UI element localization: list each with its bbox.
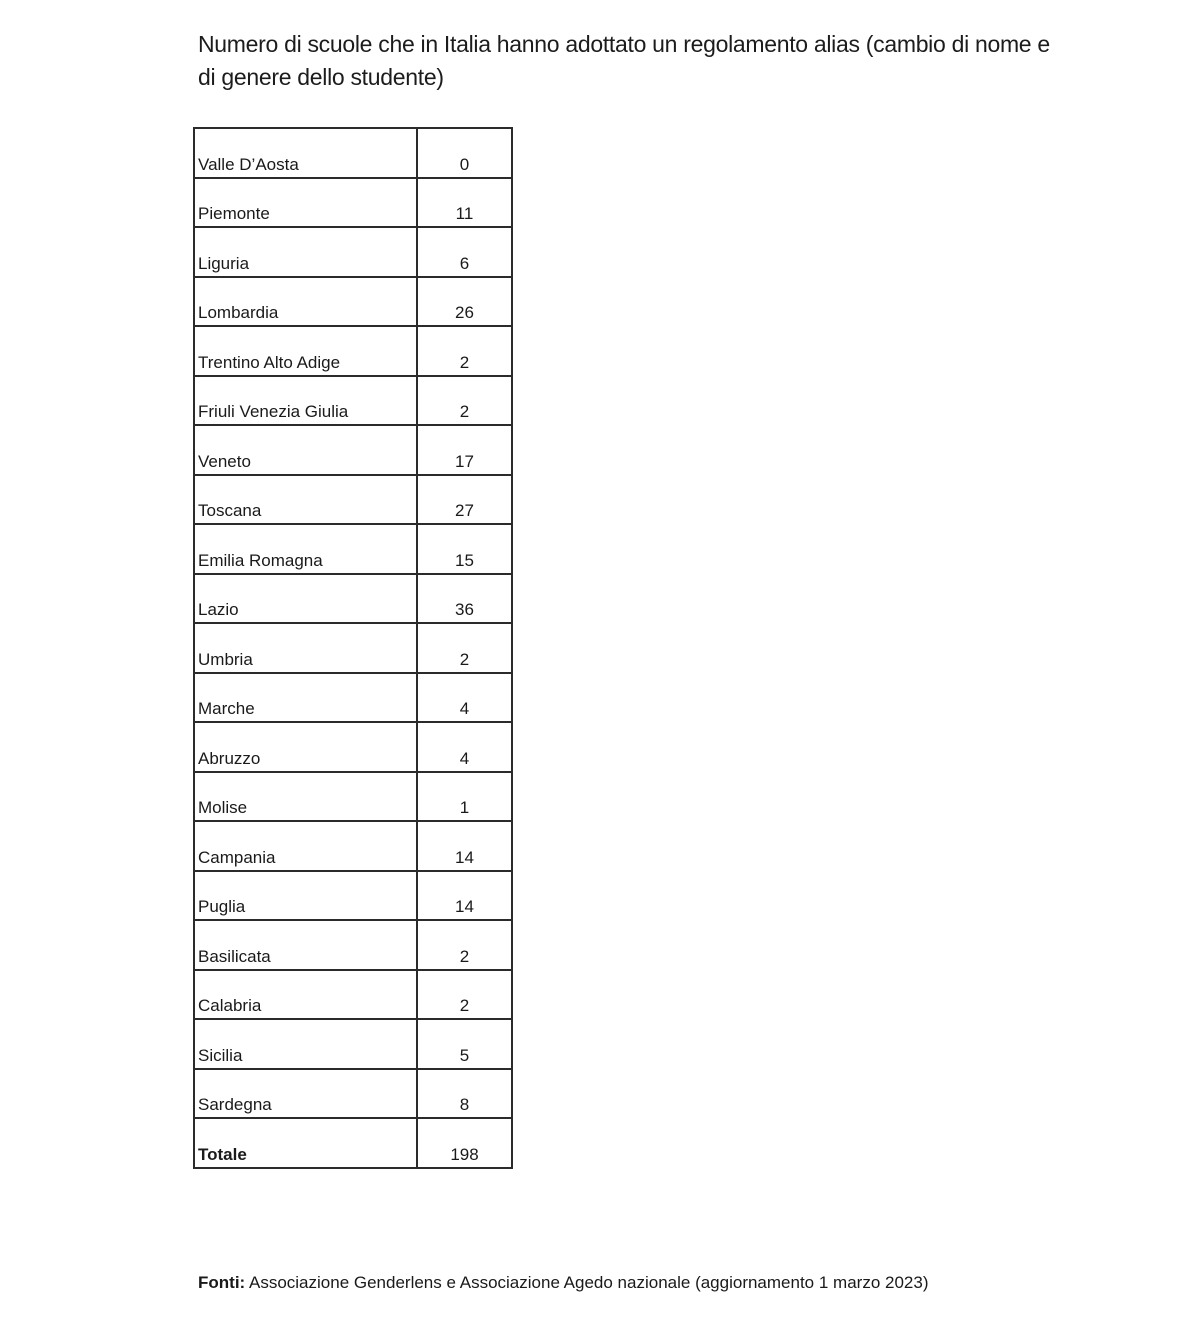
table-row	[194, 673, 512, 723]
count-cell: 4	[417, 673, 512, 723]
schools-table-container	[193, 127, 513, 1169]
table-row	[194, 425, 512, 475]
region-cell: Friuli Venezia Giulia	[194, 376, 417, 426]
total-row	[194, 1118, 512, 1168]
count-cell: 5	[417, 1019, 512, 1069]
table-row	[194, 227, 512, 277]
count-cell: 26	[417, 277, 512, 327]
region-cell: Umbria	[194, 623, 417, 673]
count-cell: 14	[417, 871, 512, 921]
table-row	[194, 178, 512, 228]
source-note	[198, 1272, 928, 1294]
count-cell: 14	[417, 821, 512, 871]
source-label: Fonti:	[198, 1273, 246, 1292]
region-cell: Molise	[194, 772, 417, 822]
table-row	[194, 871, 512, 921]
table-row	[194, 920, 512, 970]
count-cell: 4	[417, 722, 512, 772]
region-cell: Veneto	[194, 425, 417, 475]
count-cell: 11	[417, 178, 512, 228]
region-cell: Trentino Alto Adige	[194, 326, 417, 376]
region-cell: Sicilia	[194, 1019, 417, 1069]
table-body	[194, 128, 512, 1168]
schools-by-region-table	[193, 127, 513, 1169]
count-cell: 36	[417, 574, 512, 624]
count-cell: 2	[417, 326, 512, 376]
count-cell: 1	[417, 772, 512, 822]
region-cell: Marche	[194, 673, 417, 723]
region-cell: Valle D’Aosta	[194, 128, 417, 178]
total-count-cell: 198	[417, 1118, 512, 1168]
region-cell: Puglia	[194, 871, 417, 921]
count-cell: 2	[417, 623, 512, 673]
document-title: Numero di scuole che in Italia hanno adottato un regolamento alias (cambio di nome e di genere dello studente)	[198, 31, 1050, 90]
region-cell: Lazio	[194, 574, 417, 624]
table-row	[194, 128, 512, 178]
region-cell: Piemonte	[194, 178, 417, 228]
count-cell: 2	[417, 376, 512, 426]
count-cell: 17	[417, 425, 512, 475]
region-cell: Toscana	[194, 475, 417, 525]
count-cell: 27	[417, 475, 512, 525]
table-row	[194, 772, 512, 822]
total-label-cell: Totale	[194, 1118, 417, 1168]
region-cell: Abruzzo	[194, 722, 417, 772]
count-cell: 8	[417, 1069, 512, 1119]
count-cell: 2	[417, 970, 512, 1020]
table-row	[194, 277, 512, 327]
table-row	[194, 376, 512, 426]
region-cell: Liguria	[194, 227, 417, 277]
table-row	[194, 722, 512, 772]
region-cell: Campania	[194, 821, 417, 871]
source-text: Associazione Genderlens e Associazione Agedo nazionale (aggiornamento 1 marzo 2023)	[245, 1273, 929, 1292]
region-cell: Calabria	[194, 970, 417, 1020]
table-row	[194, 574, 512, 624]
table-row	[194, 821, 512, 871]
table-row	[194, 1019, 512, 1069]
table-row	[194, 326, 512, 376]
count-cell: 6	[417, 227, 512, 277]
region-cell: Lombardia	[194, 277, 417, 327]
count-cell: 0	[417, 128, 512, 178]
table-row	[194, 524, 512, 574]
table-row	[194, 623, 512, 673]
count-cell: 2	[417, 920, 512, 970]
region-cell: Basilicata	[194, 920, 417, 970]
table-row	[194, 475, 512, 525]
table-row	[194, 970, 512, 1020]
table-row	[194, 1069, 512, 1119]
region-cell: Sardegna	[194, 1069, 417, 1119]
count-cell: 15	[417, 524, 512, 574]
region-cell: Emilia Romagna	[194, 524, 417, 574]
